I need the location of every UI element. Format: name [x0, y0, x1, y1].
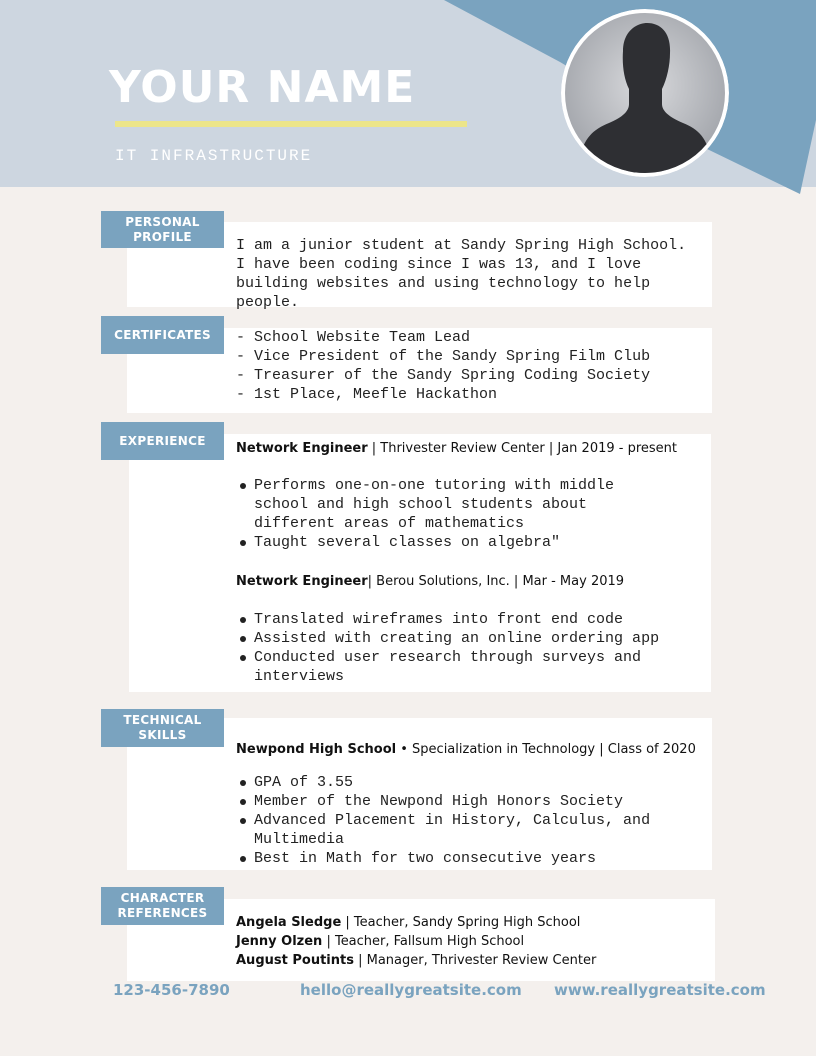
reference-name: August Poutints	[236, 953, 354, 968]
job-bullets	[236, 476, 676, 552]
education-heading	[236, 740, 696, 759]
section-label-line: REFERENCES	[117, 906, 208, 920]
list-item: GPA of 3.55	[236, 773, 656, 792]
list-item: Member of the Newpond High Honors Society	[236, 792, 656, 811]
section-label-certificates: CERTIFICATES	[101, 316, 224, 354]
skills-bullets	[236, 773, 656, 868]
profile-text: I am a junior student at Sandy Spring High School. I have been coding since I was 13, and I love building websites and using technology to help people.	[236, 237, 687, 311]
profile-photo	[561, 9, 729, 177]
section-label-technical-skills	[101, 709, 224, 747]
resume-name: YOUR NAME	[109, 62, 416, 113]
job-details: | Thrivester Review Center | Jan 2019 - present	[367, 441, 677, 456]
reference-item	[236, 913, 596, 932]
section-label-personal-profile	[101, 211, 224, 248]
list-item: Performs one-on-one tutoring with middle school and high school students about different areas of mathematics	[236, 476, 676, 533]
reference-item	[236, 951, 596, 970]
footer-email[interactable]: hello@reallygreatsite.com	[300, 981, 522, 999]
job-role: Network Engineer	[236, 574, 368, 589]
list-item: Best in Math for two consecutive years	[236, 849, 656, 868]
certificate-item: - 1st Place, Meefle Hackathon	[236, 386, 498, 403]
section-label-line: PERSONAL	[125, 214, 200, 229]
job-heading	[236, 439, 677, 458]
section-label-line: CHARACTER	[120, 891, 205, 905]
certificates-list	[236, 328, 706, 404]
job-details: | Berou Solutions, Inc. | Mar - May 2019	[367, 574, 625, 589]
footer-phone[interactable]: 123-456-7890	[113, 981, 230, 999]
list-item: Advanced Placement in History, Calculus, and Multimedia	[236, 811, 656, 849]
list-item: Translated wireframes into front end code	[236, 610, 676, 629]
reference-details: | Teacher, Fallsum High School	[322, 934, 525, 949]
resume-job-title: IT INFRASTRUCTURE	[115, 147, 313, 165]
section-label-line: SKILLS	[138, 728, 187, 742]
list-item: Taught several classes on algebra"	[236, 533, 676, 552]
list-item: Assisted with creating an online ordering app	[236, 629, 676, 648]
section-label-experience: EXPERIENCE	[101, 422, 224, 460]
reference-details: | Manager, Thrivester Review Center	[353, 953, 597, 968]
school-details: • Specialization in Technology | Class of 2020	[396, 742, 696, 757]
reference-name: Jenny Olzen	[236, 934, 323, 949]
certificate-item: - Vice President of the Sandy Spring Film Club	[236, 348, 651, 365]
section-label-character-references	[101, 887, 224, 925]
footer-website[interactable]: www.reallygreatsite.com	[554, 981, 766, 999]
job-heading	[236, 572, 624, 591]
job-role: Network Engineer	[236, 441, 368, 456]
section-label-line: TECHNICAL	[123, 713, 202, 727]
reference-details: | Teacher, Sandy Spring High School	[341, 915, 581, 930]
list-item: Conducted user research through surveys and interviews	[236, 648, 676, 686]
person-silhouette-icon	[561, 9, 729, 177]
certificate-item: - Treasurer of the Sandy Spring Coding Society	[236, 367, 651, 384]
section-label-line: PROFILE	[133, 229, 192, 244]
name-underline	[115, 121, 467, 127]
reference-item	[236, 932, 596, 951]
references-list	[236, 913, 596, 970]
school-name: Newpond High School	[236, 742, 397, 757]
reference-name: Angela Sledge	[236, 915, 342, 930]
job-bullets	[236, 610, 676, 686]
certificate-item: - School Website Team Lead	[236, 329, 471, 346]
